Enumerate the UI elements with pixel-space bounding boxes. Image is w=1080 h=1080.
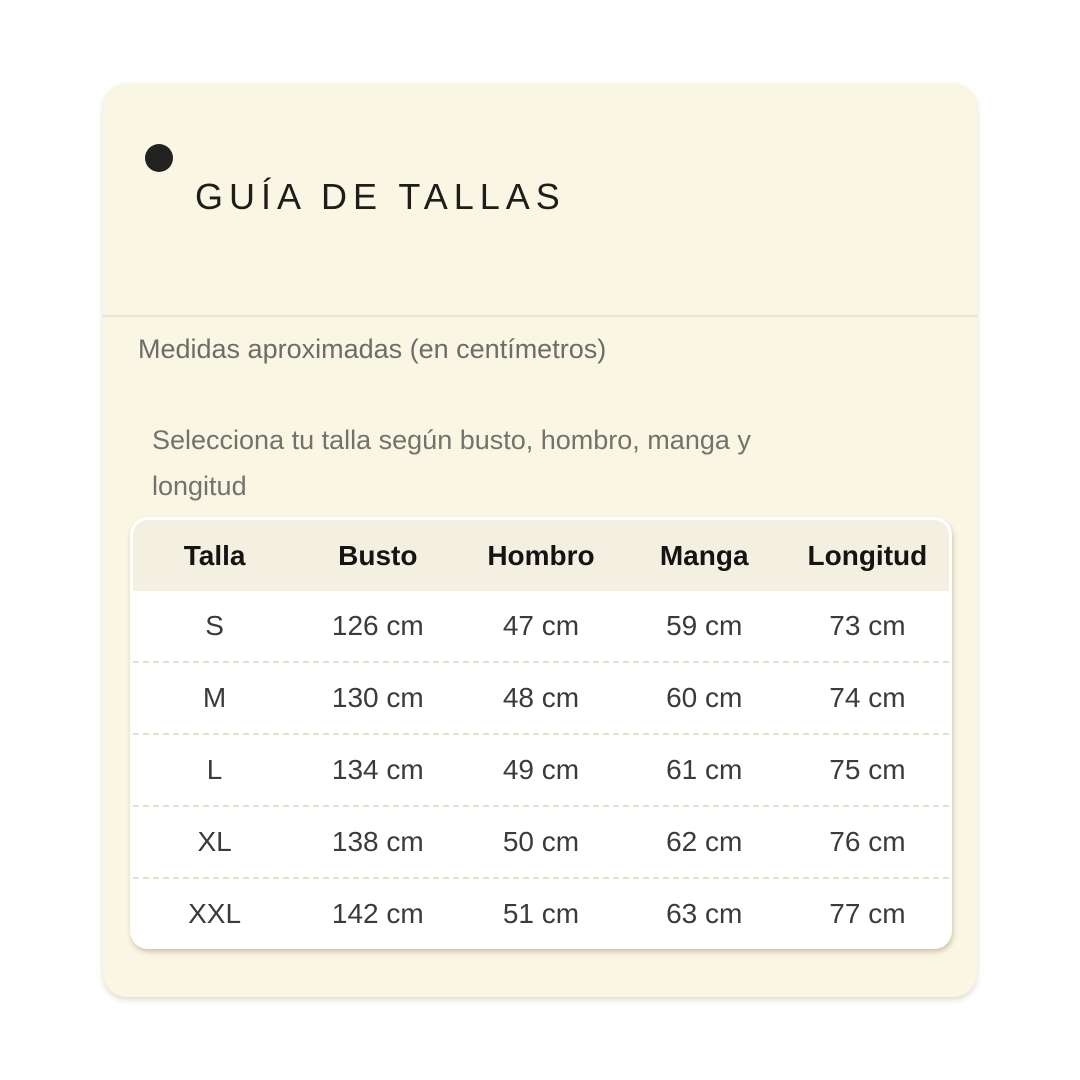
- hombro-value: 51 cm: [502, 898, 580, 929]
- column-header-talla: Talla: [183, 539, 246, 571]
- size-label: S: [205, 610, 224, 641]
- longitud-value: 77 cm: [829, 898, 906, 929]
- measurements-subtitle: Medidas aproximadas (en centímetros): [138, 334, 607, 364]
- size-table-header-row: [133, 520, 949, 591]
- longitud-value: 76 cm: [829, 826, 906, 857]
- table-row-l: [133, 733, 949, 805]
- table-row-m: [133, 661, 949, 733]
- page-title: GUÍA DE TALLAS: [195, 176, 566, 217]
- hombro-value: 48 cm: [502, 682, 580, 713]
- column-header-busto: Busto: [338, 539, 418, 571]
- busto-value: 134 cm: [331, 754, 424, 785]
- size-label: M: [202, 682, 227, 713]
- busto-value: 138 cm: [331, 826, 424, 857]
- table-row-xl: [133, 805, 949, 877]
- hombro-value: 50 cm: [502, 826, 580, 857]
- size-selection-description: Selecciona tu talla según busto, hombro, manga y longitud: [152, 425, 751, 501]
- longitud-value: 73 cm: [829, 610, 906, 641]
- table-row-xxl: [133, 877, 949, 949]
- column-header-hombro: Hombro: [487, 539, 595, 571]
- manga-value: 60 cm: [666, 682, 743, 713]
- size-guide-card: [103, 83, 977, 997]
- manga-value: 59 cm: [666, 610, 743, 641]
- size-label: L: [206, 754, 223, 785]
- longitud-value: 74 cm: [829, 682, 906, 713]
- manga-value: 63 cm: [666, 898, 743, 929]
- size-label: XXL: [188, 898, 242, 929]
- column-header-longitud: Longitud: [807, 539, 928, 571]
- hombro-value: 47 cm: [502, 610, 580, 641]
- size-table: [130, 517, 952, 949]
- size-label: XL: [197, 826, 232, 857]
- column-header-manga: Manga: [659, 539, 749, 571]
- busto-value: 126 cm: [331, 610, 424, 641]
- manga-value: 61 cm: [666, 754, 743, 785]
- table-row-s: [133, 591, 949, 661]
- longitud-value: 75 cm: [829, 754, 906, 785]
- busto-value: 130 cm: [331, 682, 424, 713]
- header-divider: [103, 315, 977, 317]
- hombro-value: 49 cm: [502, 754, 580, 785]
- manga-value: 62 cm: [666, 826, 743, 857]
- bullet-dot-icon: [145, 144, 173, 172]
- busto-value: 142 cm: [331, 898, 424, 929]
